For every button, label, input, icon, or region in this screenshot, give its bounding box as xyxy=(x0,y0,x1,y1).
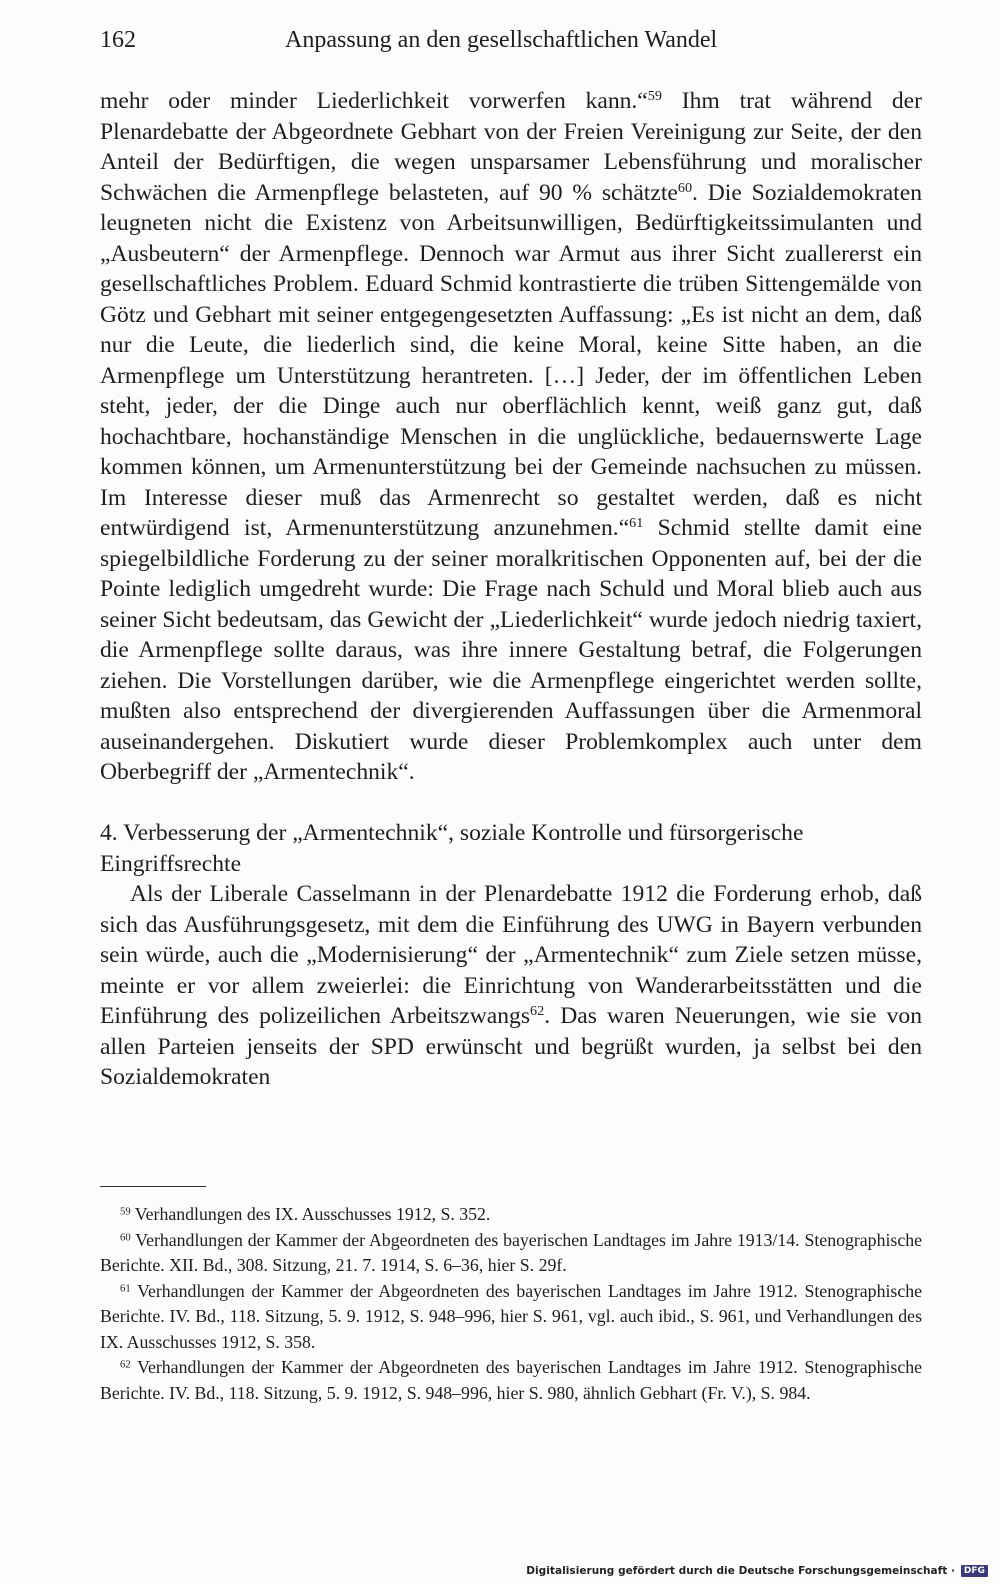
footnote-59 xyxy=(100,1202,922,1228)
paragraph-text: Schmid stellte damit eine spiegelbildliche Forderung zu der seiner moralkritischen Opponenten auf, bei der die Pointe lediglich umgedreht wurde: Die Frage nach Schuld und Moral blieb auch aus seiner Sicht bedeutsam, das Gewicht der „Liederlichkeit“ wurde jedoch niedrig taxiert, die Armenpflege sollte daraus, was ihre innere Gestaltung betraf, die Folgerungen ziehen. Die Vorstellungen darüber, wie die Armenpflege eingerichtet werden sollte, mußten also entsprechend der divergierenden Auffassungen über die Armenmoral auseinandergehen. Diskutiert wurde dieser Problemkomplex auch unter dem Oberbegriff der „Armentechnik“. xyxy=(100,515,922,785)
paragraph-text: Als der Liberale Casselmann in der Plenardebatte 1912 die Forderung erhob, daß sich das Ausführungsgesetz, mit dem die Einführung des UWG in Bayern verbunden sein würde, auch die „Modernisierung“ der „Armentechnik“ zum Ziele setzen müsse, meinte er vor allem zweierlei: die Einrichtung von Wanderarbeitsstätten und die Einführung des polizeilichen Arbeitszwangs xyxy=(100,881,922,1029)
paragraph-2 xyxy=(100,879,922,1093)
footnote-number: 61 xyxy=(120,1282,131,1295)
section-heading: 4. Verbesserung der „Armentechnik“, soziale Kontrolle und fürsorgerische Eingriffsrechte xyxy=(100,820,804,877)
footnotes xyxy=(100,1202,922,1406)
footnote-62 xyxy=(100,1355,922,1406)
footnote-number: 60 xyxy=(120,1231,131,1244)
paragraph-text: . Das waren Neuerungen, wie sie von allen Parteien jenseits der SPD erwünscht und begrüßt wurden, ja selbst bei den Sozialdemokraten xyxy=(100,1003,923,1090)
running-head: Anpassung an den gesellschaftlichen Wandel xyxy=(285,27,718,53)
footnote-text: Verhandlungen der Kammer der Abgeordneten des bayerischen Landtages im Jahre 1912. Stenographische Berichte. IV. Bd., 118. Sitzung, 5. 9. 1912, S. 948–996, hier S. 980, ähnlich Gebhart (Fr. V.), S. 984. xyxy=(100,1357,922,1403)
dfg-logo-icon: DFG xyxy=(961,1565,988,1577)
footnote-marker: 59 xyxy=(647,88,662,105)
paragraph-text: Ihm trat während der Plenardebatte der Abgeordnete Gebhart von der Freien Vereinigung zur Seite, der den Anteil der Bedürftigen, die wegen unsparsamer Lebensführung und moralischer Schwächen die Armenpflege belasteten, auf 90 % schätzte xyxy=(100,88,922,206)
footnote-60 xyxy=(100,1228,922,1279)
paragraph-text: mehr oder minder Liederlichkeit vorwerfen kann.“ xyxy=(100,88,648,114)
funding-banner xyxy=(526,1565,988,1577)
paragraph-1 xyxy=(100,86,922,788)
footnote-text: Verhandlungen der Kammer der Abgeordneten des bayerischen Landtages im Jahre 1912. Stenographische Berichte. IV. Bd., 118. Sitzung, 5. 9. 1912, S. 948–996, hier S. 961, vgl. auch ibid., S. 961, und Verhandlungen des IX. Ausschusses 1912, S. 358. xyxy=(100,1280,922,1352)
footnote-marker: 60 xyxy=(677,179,693,196)
funding-text: Digitalisierung gefördert durch die Deutsche Forschungsgemeinschaft · xyxy=(526,1565,956,1577)
paragraph-text: . Die Sozialdemokraten leugneten nicht die Existenz von Arbeitsunwilligen, Bedürftigkeitssimulanten und „Ausbeutern“ der Armenpflege. Dennoch war Armut aus ihrer Sicht zuallererst ein gesellschaftliches Problem. Eduard Schmid kontrastierte die trüben Sittengemälde von Götz und Gebhart mit seiner entgegengesetzten Auffassung: „Es ist nicht an dem, daß nur die Leute, die liederlich sind, die keine Moral, keine Sitte haben, an die Armenpflege um Unterstützung herantreten. […] Jeder, der im öffentlichen Leben steht, jeder, der die Dinge auch nur oberflächlich kennt, weiß ganz gut, daß hochachtbare, hochanständige Menschen in die unglückliche, bedauernswerte Lage kommen können, um Armenunterstützung bei der Gemeinde nachsuchen zu müssen. Im Interesse dieser muß das Armenrecht so gestaltet werden, daß es nicht entwürdigend ist, Armenunterstützung anzunehmen.“ xyxy=(100,179,922,541)
footnote-marker: 61 xyxy=(629,515,644,532)
footnote-text: Verhandlungen des IX. Ausschusses 1912, S. 352. xyxy=(130,1204,491,1224)
footnote-marker: 62 xyxy=(530,1003,545,1020)
footnote-number: 62 xyxy=(120,1358,131,1371)
footnote-number: 59 xyxy=(120,1205,131,1218)
main-text xyxy=(100,86,922,1093)
footnote-text: Verhandlungen der Kammer der Abgeordneten des bayerischen Landtages im Jahre 1913/14. Stenographische Berichte. XII. Bd., 308. Sitzung, 21. 7. 1914, S. 6–36, hier S. 29f. xyxy=(100,1229,922,1275)
footnote-divider xyxy=(100,1186,206,1187)
footnote-61 xyxy=(100,1279,922,1356)
page-number: 162 xyxy=(100,27,136,53)
